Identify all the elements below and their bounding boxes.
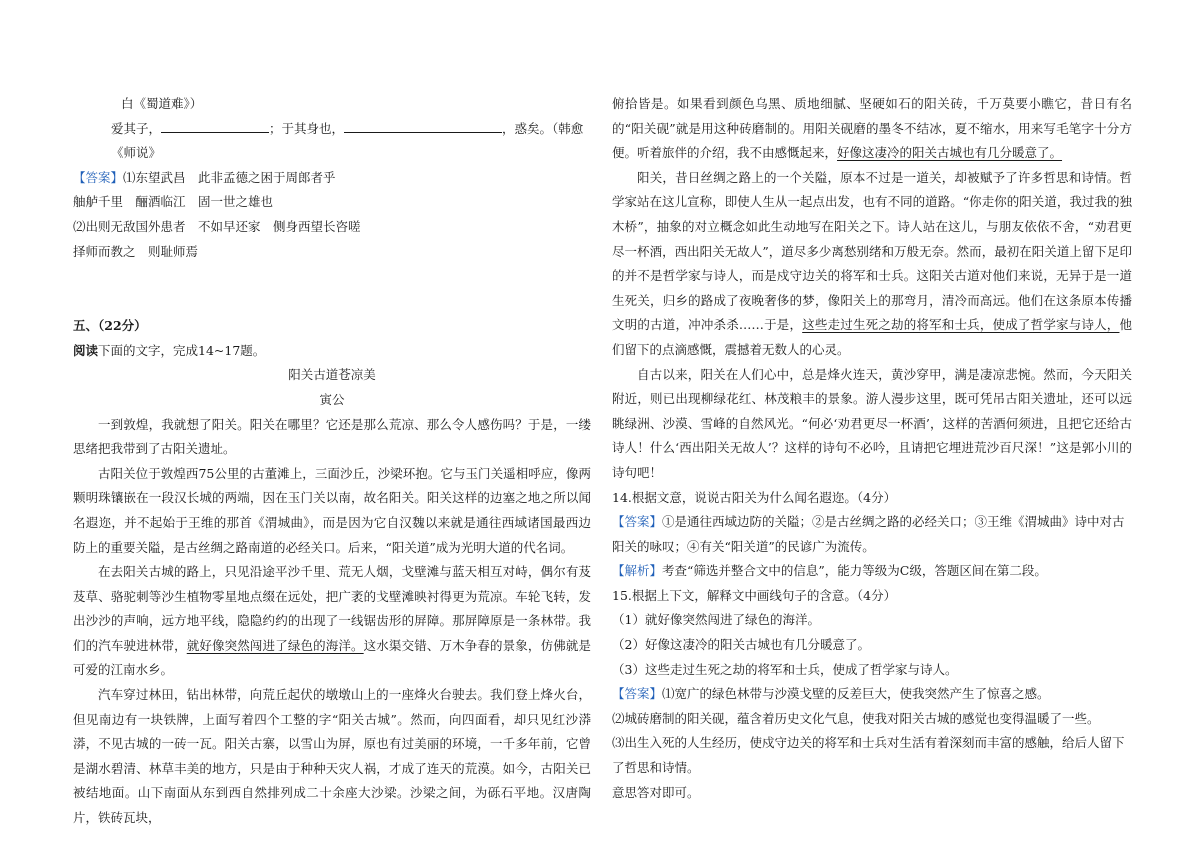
text-fragment: 他们留下的点滴感慨，震撼着无数人的心灵。 (612, 317, 1132, 357)
text-fragment: ；于其身也， (269, 120, 345, 136)
text-fragment: 爱其子， (111, 120, 162, 136)
instruction (73, 339, 591, 364)
paragraph: 古阳关位于敦煌西75公里的古董滩上，三面沙丘，沙梁环抱。它与玉门关遥相呼应，像两颗明珠镶嵌在一段汉长城的两端，因在玉门关以南，故名阳关。阳关这样的边塞之地之所以闻名遐迩，并不起始于王维的那首《渭城曲》，而是因为它自汉魏以来就是通往西域诸国最西边防上的重要关隘，是古丝绸之路南道的必经关口。后来，“阳关道”成为光明大道的代名词。 (73, 465, 591, 555)
text-line: 白《蜀道难》） (121, 96, 203, 111)
answer-line: 舳舻千里 酾酒临江 固一世之雄也 (73, 194, 274, 210)
sub-question: （3）这些走过生死之劫的将军和士兵，使成了哲学家与诗人。 (612, 661, 958, 677)
answer-line: 择师而教之 则耻师焉 (73, 243, 199, 259)
answer-text: ⑴宽广的绿色林带与沙漠戈壁的反差巨大，使我突然产生了惊喜之感。 (662, 686, 1050, 702)
paragraph (73, 560, 591, 683)
paragraph: 自古以来，阳关在人们心中，总是烽火连天，黄沙穿甲，满是凄凉悲惋。然而，今天阳关附近，则已出现柳绿花红、林茂粮丰的景象。游人漫步这里，既可凭吊古阳关遗址，还可以远眺绿洲、沙漠、雪峰的自然风光。“何必‘劝君更尽一杯酒’，这样的苦酒何须进，且把它还给古诗人！什么‘西出阳关无故人’？这样的诗句不必吟，且请把它埋进荒沙百尺深！”这是郭小川的诗句吧！ (612, 366, 1132, 480)
text-fragment: 这水渠交错、万木争春的景象，仿佛就是可爱的江南水乡。 (73, 637, 591, 678)
section-heading: 五、（22分） (73, 318, 147, 334)
answer-line (612, 510, 1132, 559)
answer-text: ⑴东望武昌 此非孟德之困于周郎者乎 (123, 169, 336, 185)
text-fragment: 俯拾皆是。如果看到颜色乌黑、质地细腻、坚硬如石的阳关砖，千万莫要小瞧它，昔日有名的“阳关砚”就是用这种砖磨制的。用阳关砚磨的墨冬不结冰，夏不缩水，用来写毛笔字十分方便。听着旅伴的介绍，我不由感慨起来， (612, 96, 1132, 161)
text-fragment: 阳关，昔日丝绸之路上的一个关隘，原本不过是一道关，却被赋予了许多哲思和诗情。哲学家站在这儿宣称，即使人生从一起点出发，也有不同的道路。“你走你的阳关道，我过我的独木桥”，抽象的对立概念如此生动地写在阳关之下。诗人站在这儿，与朋友依依不舍，“劝君更尽一杯酒，西出阳关无故人”，道尽多少离愁别绪和万般无奈。然而，最初在阳关道上留下足印的并不是哲学家与诗人，而是戍守边关的将军和士兵。这阳关古道对他们来说，无异于是一道生死关，归乡的路成了夜晚奢侈的梦，像阳关上的那弯月，清冷而高远。他们在这条原本传播文明的古道，冲冲杀杀……于是， (612, 169, 1132, 333)
answer-line: ⑵城砖磨制的阳关砚，蕴含着历史文化气息，使我对阳关古城的感觉也变得温暖了一些。 (612, 710, 1100, 726)
fill-blank-line (73, 117, 591, 166)
instruction-bold: 阅读 (73, 342, 99, 358)
answer-tag: 【答案】 (73, 169, 124, 185)
text-fragment: 在去阳关古城的路上，只见沿途平沙千里、荒无人烟，戈壁滩与蓝天相互对峙，偶尔有芨芨草、骆驼刺等沙生植物零星地点缀在远处，把广袤的戈壁滩映衬得更为荒凉。车轮飞转，发出沙沙的声响，远方地平线，隐隐约约的出现了一线锯齿形的屏障。那屏障原是一条林带。我们的汽车驶进林带， (73, 564, 591, 653)
question: 14.根据文意，说说古阳关为什么闻名遐迩。（4分） (612, 489, 897, 505)
paragraph-continued (612, 92, 1132, 166)
note: 意思答对即可。 (612, 784, 700, 800)
sub-question: （1）就好像突然闯进了绿色的海洋。 (612, 612, 820, 628)
article-author: 寅公 (319, 391, 345, 407)
answer-blank (161, 118, 269, 133)
question: 15.根据上下文，解释文中画线句子的含意。（4分） (612, 587, 897, 603)
paragraph: 一到敦煌，我就想了阳关。阳关在哪里？它还是那么荒凉、那么令人感伤吗？于是，一缕思绪把我带到了古阳关遗址。 (73, 416, 591, 457)
paragraph (612, 166, 1132, 363)
right-column (612, 92, 1132, 805)
analysis-text: 考查“筛选并整合文中的信息”，能力等级为C级，答题区间在第二段。 (662, 563, 1047, 579)
answer-tag: 【答案】 (612, 686, 663, 702)
instruction-text: 下面的文字，完成14~17题。 (98, 342, 266, 358)
answer-line: ⑵出则无敌国外患者 不如早还家 侧身西望长咨嗟 (73, 218, 361, 234)
underlined-sentence: 就好像突然闯进了绿色的海洋。 (186, 637, 364, 653)
answer-line (612, 682, 1132, 707)
article-title: 阳关古道苍凉美 (288, 367, 376, 383)
text-fragment: ，惑矣。（韩愈《师说》 (111, 120, 584, 161)
answer-blank (344, 118, 502, 133)
sub-question: （2）好像这凄冷的阳关古城也有几分暖意了。 (612, 637, 870, 653)
underlined-sentence: 好像这凄冷的阳关古城也有几分暖意了。 (837, 145, 1063, 161)
answer-text: ①是通往西域边防的关隘；②是古丝绸之路的必经关口；③王维《渭城曲》诗中对古阳关的咏叹；④有关“阳关道”的民谚广为流传。 (612, 514, 1125, 554)
answer-line (73, 166, 591, 191)
answer-tag: 【答案】 (612, 514, 663, 530)
paragraph: 汽车穿过林田，钻出林带，向荒丘起伏的墩墩山上的一座烽火台驶去。我们登上烽火台，但见南边有一块铁牌，上面写着四个工整的字“阳关古城”。然而，向四面看，却只见红沙漭漭，不见古城的一砖一瓦。阳关古寨，以雪山为屏，原也有过美丽的环境，一千多年前，它曾是湖水碧清、林草丰美的地方，只是由于种种天灾人祸，才成了连天的荒漠。如今，古阳关已被结地面。山下南面从东到西自然排列成二十余座大沙梁。沙梁之间，为砾石平地。汉唐陶片，铁砖瓦块， (73, 687, 591, 826)
answer-line: ⑶出生入死的人生经历，使戍守边关的将军和士兵对生活有着深刻而丰富的感触，给后人留下了哲思和诗情。 (612, 735, 1125, 776)
underlined-sentence: 这些走过生死之劫的将军和士兵，使成了哲学家与诗人， (802, 317, 1120, 333)
left-column (73, 92, 591, 831)
analysis-line (612, 559, 1132, 584)
analysis-tag: 【解析】 (612, 563, 663, 579)
spacer (73, 264, 591, 314)
